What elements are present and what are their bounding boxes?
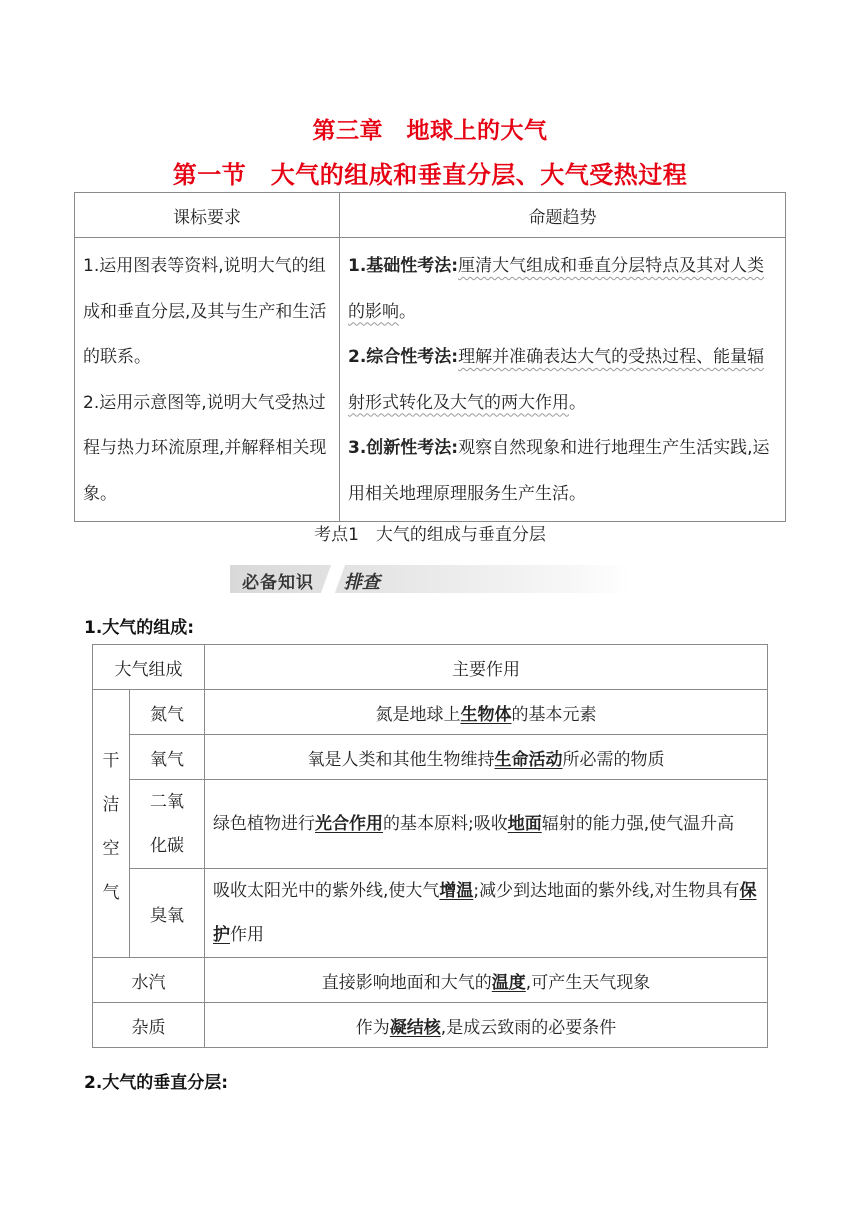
dry-air-char: 气 (102, 882, 120, 903)
key-term: 光合作用 (315, 814, 383, 834)
comp-water-name: 水汽 (93, 958, 205, 1003)
trend-text: 厘清大气组成和垂直分层特点及其对人类的影响 (348, 256, 765, 322)
text: 所必需的物质 (562, 749, 665, 770)
comp-impurity-name: 杂质 (93, 1003, 205, 1048)
comp-header-function: 主要作用 (205, 645, 768, 690)
requirement-item: 1.运用图表等资料,说明大气的组成和垂直分层,及其与生产和生活的联系。 (83, 256, 327, 367)
trend-label: 1.基础性考法: (348, 256, 459, 276)
requirements-header: 课标要求 (75, 193, 340, 238)
key-term: 生物体 (460, 704, 512, 725)
kaodian-title: 考点1 大气的组成与垂直分层 (314, 525, 546, 545)
section2-heading: 2.大气的垂直分层: (84, 1073, 229, 1093)
comp-header-component: 大气组成 (93, 645, 205, 690)
trends-header: 命题趋势 (340, 193, 786, 238)
text: 氧是人类和其他生物维持 (307, 749, 495, 770)
comp-oxygen-function (205, 735, 768, 780)
composition-table (92, 644, 768, 1048)
comp-nitrogen-name: 氮气 (130, 690, 205, 735)
key-term: 增温 (439, 881, 474, 901)
chapter-title: 第三章 地球上的大气 (312, 118, 548, 144)
banner-left-text: 必备知识 (242, 573, 314, 593)
key-term: 生命活动 (494, 749, 563, 770)
trend-text: 理解并准确表达大气的受热过程、能量辐射形式转化及大气的两大作用 (348, 347, 765, 413)
trends-cell (340, 238, 786, 522)
trend-item (348, 244, 779, 335)
trend-end: 。 (569, 392, 586, 413)
comp-oxygen-name: 氧气 (130, 735, 205, 780)
requirements-cell (75, 238, 340, 522)
trend-item (348, 426, 779, 517)
text: 吸收太阳光中的紫外线,使大气 (213, 881, 440, 901)
comp-water-function (205, 958, 768, 1003)
knowledge-banner (230, 565, 630, 593)
requirement-item: 2.运用示意图等,说明大气受热过程与热力环流原理,并解释相关现象。 (83, 392, 327, 504)
text: 直接影响地面和大气的 (321, 972, 492, 993)
text: 作用 (230, 925, 264, 945)
trend-item (348, 335, 779, 426)
key-term: 温度 (491, 972, 526, 993)
dry-air-label (93, 690, 130, 958)
comp-nitrogen-function (205, 690, 768, 735)
text: 作为 (355, 1017, 390, 1038)
comp-ozone-name: 臭氧 (130, 869, 205, 958)
banner-separator (321, 565, 345, 593)
trend-label: 3.创新性考法: (348, 438, 459, 458)
text: ;减少到达地面的紫外线,对生物具有 (473, 881, 740, 901)
text: 辐射的能力强,使气温升高 (541, 814, 735, 834)
trend-label: 2.综合性考法: (348, 347, 459, 367)
banner-right-text: 排查 (344, 572, 380, 593)
text: 绿色植物进行 (213, 814, 315, 834)
section1-heading: 1.大气的组成: (84, 618, 195, 638)
comp-ozone-function (205, 869, 768, 958)
requirements-table (74, 192, 786, 522)
text: ,是成云致雨的必要条件 (440, 1017, 617, 1038)
text: 氮是地球上 (375, 704, 461, 725)
section-title: 第一节 大气的组成和垂直分层、大气受热过程 (172, 161, 688, 189)
text: 二氧 (150, 792, 184, 812)
comp-impurity-function (205, 1003, 768, 1048)
text: 的基本元素 (511, 704, 597, 725)
comp-co2-name (130, 780, 205, 869)
comp-co2-function (205, 780, 768, 869)
dry-air-char: 干 (102, 750, 120, 771)
text: 化碳 (150, 836, 184, 856)
trend-text: 观察自然现象和进行地理生产生活实践,运用相关地理原理服务生产生活。 (348, 438, 770, 504)
text: ,可产生天气现象 (525, 972, 651, 993)
key-term: 地面 (507, 814, 542, 834)
key-term: 凝结核 (389, 1017, 441, 1038)
text: 的基本原料;吸收 (383, 814, 508, 834)
dry-air-char: 空 (102, 838, 120, 859)
dry-air-char: 洁 (102, 794, 120, 815)
trend-end: 。 (399, 301, 416, 322)
key-term: 保护 (213, 881, 757, 945)
